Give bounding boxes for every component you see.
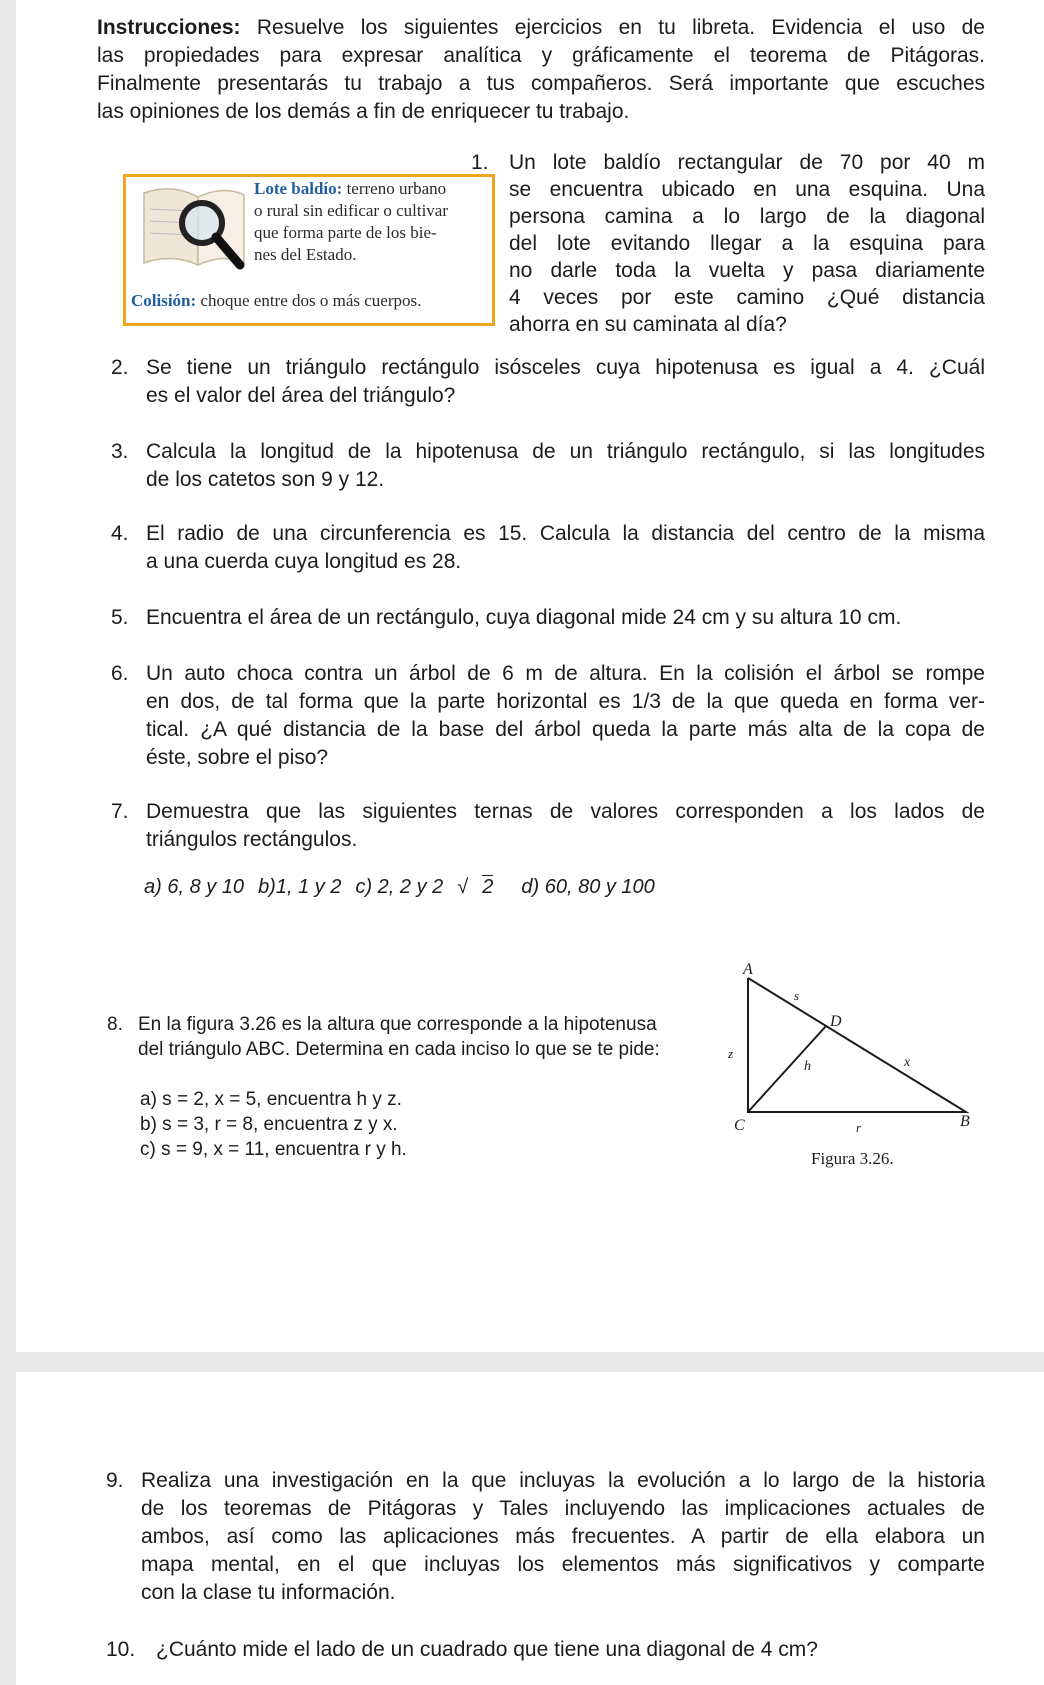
exercise-8-option-a: a) s = 2, x = 5, encuentra h y z. bbox=[140, 1089, 402, 1110]
worksheet-page-2 bbox=[16, 1372, 1044, 1685]
exercise-4-number: 4. bbox=[111, 522, 129, 545]
exercise-7-option-b: b)1, 1 y 2 bbox=[258, 876, 342, 898]
exercise-10-line-1: ¿Cuánto mide el lado de un cuadrado que tiene una diagonal de 4 cm? bbox=[156, 1638, 818, 1661]
figure-label-a: A bbox=[743, 961, 753, 978]
exercise-7-option-c: c) 2, 2 y 2 √ 2 bbox=[355, 876, 494, 898]
exercise-9-line-2: de los teoremas de Pitágoras y Tales incluyendo las implicaciones actuales de bbox=[141, 1497, 985, 1520]
exercise-2-line-1: Se tiene un triángulo rectángulo isósceles cuya hipotenusa es igual a 4. ¿Cuál bbox=[146, 356, 985, 379]
exercise-6-line-1: Un auto choca contra un árbol de 6 m de altura. En la colisión el árbol se rompe bbox=[146, 662, 985, 685]
exercise-9-line-5: con la clase tu información. bbox=[141, 1581, 396, 1604]
instructions-line-1: Instrucciones: Resuelve los siguientes ejercicios en tu libreta. Evidencia el uso de bbox=[97, 16, 985, 39]
worksheet-page-1 bbox=[16, 0, 1044, 1352]
exercise-6-number: 6. bbox=[111, 662, 129, 685]
glossary-def1-line4: nes del Estado. bbox=[254, 245, 357, 264]
instructions-line-2: las propiedades para expresar analítica y gráficamente el teorema de Pitágoras. bbox=[97, 44, 985, 67]
exercise-6-line-3: tical. ¿A qué distancia de la base del árbol queda la parte más alta de la copa de bbox=[146, 718, 985, 741]
exercise-9-line-3: ambos, así como las aplicaciones más frecuentes. A partir de ella elabora un bbox=[141, 1525, 985, 1548]
exercise-9-number: 9. bbox=[106, 1469, 124, 1492]
figure-caption: Figura 3.26. bbox=[811, 1149, 894, 1168]
glossary-def1-line1: Lote baldío: terreno urbano bbox=[254, 179, 447, 198]
book-magnifier-icon bbox=[132, 181, 252, 276]
exercise-7-line-1: Demuestra que las siguientes ternas de valores corresponden a los lados de bbox=[146, 800, 985, 823]
glossary-term-lote-baldio: Lote baldío: bbox=[254, 179, 343, 198]
exercise-8-option-c: c) s = 9, x = 11, encuentra r y h. bbox=[140, 1139, 407, 1160]
exercise-7-option-c-radicand: 2 bbox=[482, 876, 494, 898]
exercise-1-line-4: del lote evitando llegar a la esquina para bbox=[509, 232, 985, 255]
figure-label-x: x bbox=[904, 1055, 911, 1070]
instructions-lead: Instrucciones: bbox=[97, 16, 241, 39]
exercise-1-line-5: no darle toda la vuelta y pasa diariamente bbox=[509, 259, 985, 282]
glossary-def2: Colisión: choque entre dos o más cuerpos. bbox=[131, 291, 422, 310]
exercise-8-line-2: del triángulo ABC. Determina en cada inciso lo que se te pide: bbox=[138, 1039, 660, 1060]
exercise-7-options bbox=[144, 873, 669, 901]
exercise-4-line-1: El radio de una circunferencia es 15. Calcula la distancia del centro de la misma bbox=[146, 522, 985, 545]
exercise-7-line-2: triángulos rectángulos. bbox=[146, 828, 358, 851]
exercise-7-number: 7. bbox=[111, 800, 129, 823]
exercise-2-line-2: es el valor del área del triángulo? bbox=[146, 384, 456, 407]
exercise-6-line-4: éste, sobre el piso? bbox=[146, 746, 329, 769]
figure-label-h: h bbox=[804, 1059, 811, 1074]
instructions-line-4: las opiniones de los demás a fin de enriquecer tu trabajo. bbox=[97, 100, 630, 123]
exercise-6-line-2: en dos, de tal forma que la parte horizontal es 1/3 de la que queda en forma ver- bbox=[146, 690, 985, 713]
glossary-def1-line3: que forma parte de los bie- bbox=[254, 223, 437, 242]
exercise-7-option-a: a) 6, 8 y 10 bbox=[144, 876, 245, 898]
exercise-1-number: 1. bbox=[471, 151, 489, 174]
glossary-box bbox=[123, 174, 495, 326]
exercise-3-line-2: de los catetos son 9 y 12. bbox=[146, 468, 385, 491]
figure-label-z: z bbox=[728, 1046, 734, 1061]
exercise-8-line-1: En la figura 3.26 es la altura que corresponde a la hipotenusa bbox=[138, 1014, 657, 1035]
instructions-line-3: Finalmente presentarás tu trabajo a tus compañeros. Será importante que escuches bbox=[97, 72, 985, 95]
exercise-9-line-4: mapa mental, en el que incluyas los elementos más significativos y comparte bbox=[141, 1553, 985, 1576]
figure-label-c: C bbox=[734, 1117, 745, 1134]
exercise-8-option-b: b) s = 3, r = 8, encuentra z y x. bbox=[140, 1114, 398, 1135]
exercise-1-line-2: se encuentra ubicado en una esquina. Una bbox=[509, 178, 985, 201]
exercise-1-line-3: persona camina a lo largo de la diagonal bbox=[509, 205, 985, 228]
figure-3-26-triangle bbox=[728, 960, 996, 1160]
exercise-3-number: 3. bbox=[111, 440, 129, 463]
glossary-term-colision: Colisión: bbox=[131, 291, 197, 310]
altitude-cd bbox=[748, 1026, 826, 1112]
exercise-7-option-d: d) 60, 80 y 100 bbox=[521, 876, 655, 898]
exercise-1-line-1: Un lote baldío rectangular de 70 por 40 m bbox=[509, 151, 985, 174]
exercise-1-line-6: 4 veces por este camino ¿Qué distancia bbox=[509, 286, 985, 309]
glossary-def1-line2: o rural sin edificar o cultivar bbox=[254, 201, 449, 220]
exercise-8-number: 8. bbox=[107, 1014, 123, 1035]
exercise-2-number: 2. bbox=[111, 356, 129, 379]
exercise-4-line-2: a una cuerda cuya longitud es 28. bbox=[146, 550, 462, 573]
figure-label-s: s bbox=[794, 988, 800, 1003]
figure-label-r: r bbox=[856, 1120, 862, 1135]
exercise-5-line-1: Encuentra el área de un rectángulo, cuya diagonal mide 24 cm y su altura 10 cm. bbox=[146, 606, 902, 629]
exercise-9-line-1: Realiza una investigación en la que incluyas la evolución a lo largo de la historia bbox=[141, 1469, 985, 1492]
triangle-abc bbox=[748, 978, 966, 1112]
figure-label-b: B bbox=[960, 1113, 970, 1130]
exercise-3-line-1: Calcula la longitud de la hipotenusa de un triángulo rectángulo, si las longitudes bbox=[146, 440, 985, 463]
exercise-1-line-7: ahorra en su caminata al día? bbox=[509, 313, 787, 336]
exercise-10-number: 10. bbox=[106, 1638, 136, 1661]
exercise-5-number: 5. bbox=[111, 606, 129, 629]
figure-label-d: D bbox=[830, 1013, 842, 1030]
